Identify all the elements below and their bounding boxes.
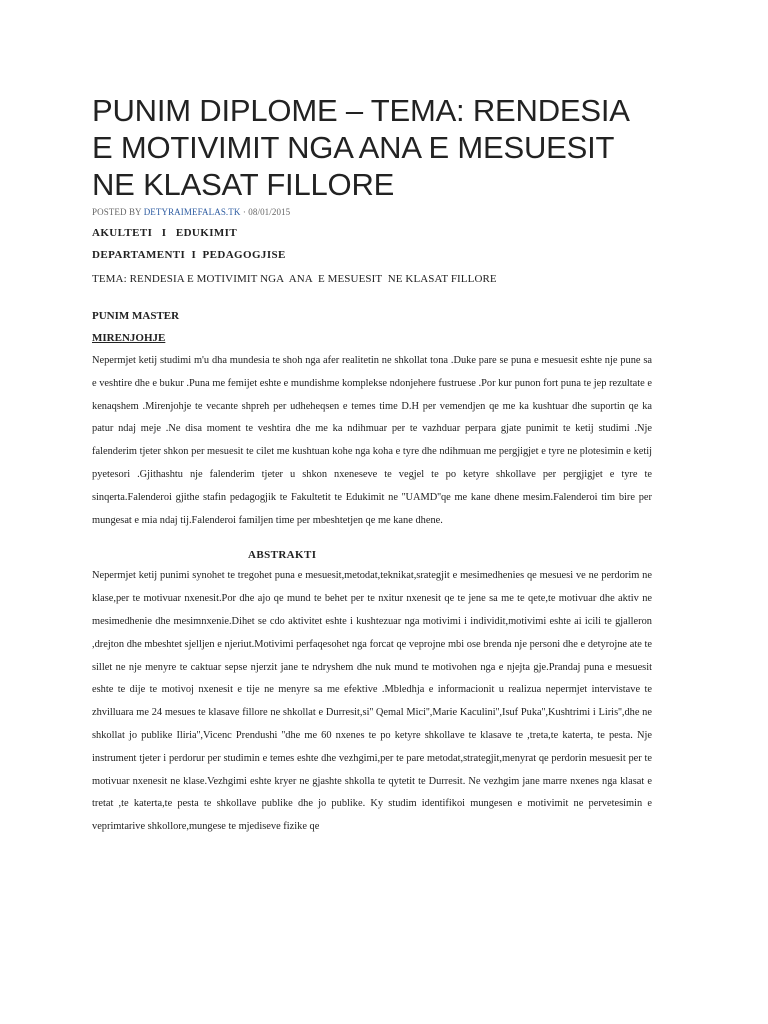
abstract-heading: ABSTRAKTI [248, 549, 317, 562]
abstract-paragraph: Nepermjet ketij punimi synohet te tregohet puna e mesuesit,metodat,teknikat,srategjit e mesimedhenies qe mesuesi ve ne perdorim ne klase,per te motivuar nxenesit.Por dhe ajo qe mund te behet per te nxitur nxenesit qe te jene sa me te qete,te motivuar dhe aktiv ne mesimedhenie dhe mesimnxenie.Dihet se cdo aktivitet eshte i kushtezuar nga motivimi i individit,motivimi eshte ai icili te gjalleron ,drejton dhe mbeshtet sjelljen e njeriut.Motivimi perfaqesohet nga forcat qe veprojne mbi ose brenda nje personi dhe e detyrojne ate te sillet ne nje menyre te caktuar sepse njerzit jane te ndryshem dhe nuk mund te motivohen nga e njejta gje.Prandaj puna e mesuesit eshte te dije te motivoj nxenesit e tije ne menyre sa me efektive .Mbledhja e informacionit u realizua nepermjet intervistave te zhvilluara me 24 mesues te klasave fillore ne shkollat e Durresit,si'' Qemal Mici'',Marie Kaculini'',Isuf Puka'',Kushtrimi i Liris'',dhe ne shkollat jo publike Iliria'',Vicenc Prendushi ''dhe me 60 nxenes te po ketyre shkollave te klasave te ,treta,te katerta, te pesta. Nje instrument tjeter i perdorur per studimin e temes eshte dhe vezhgimi,per te pare metodat,strategjit,menyrat qe perdorin mesuesit per te motivuar nxenesit ne klase.Vezhgimi eshte kryer ne gjashte shkolla te qytetit te Durresit. Ne vezhgim jane marre nxenes nga klasat e tretat ,te katerta,te pesta te shkollave publike dhe jo publike. Ky studim identifikoi mungesen e motivimit ne pervetesimin e veprimtarive shkollore,mungese te mjediseve fizike qe [92, 570, 652, 833]
acknowledgment-heading: MIRENJOHJE [92, 332, 166, 344]
punim-master-heading: PUNIM MASTER [92, 310, 180, 322]
author-link[interactable]: DETYRAIMEFALAS.TK [143, 207, 241, 217]
acknowledgment-paragraph: Nepermjet ketij studimi m'u dha mundesia te shoh nga afer realitetin ne shkollat tona .Duke pare se puna e mesuesit eshte nje pune sa e veshtire dhe e bukur .Puna me femijet eshte e mundishme komplekse ndonjehere fustruese .Por kur punon fort puna te jep rezultate e kenaqshem .Mirenjohje te vecante shpreh per udheheqsen e temes time D.H per vemendjen qe me ka kushtuar dhe suportin qe ka patur ndaj meje .Ne disa moment te veshtira dhe me ka ndihmuar per te vazhduar perpara gjate punimit te ketij studimi .Nje falenderim tjeter shkon per mesuesit te cilet me kushtuan kohe nga koha e tyre dhe ndihmuan me pergjigjet e tyre ne plotesimin e ketij pyetesori .Gjithashtu nje falenderim tjeter u shkon nxeneseve te vegjel te po ketyre shkollave per pergjigjet e tyre te sinqerta.Falenderoi gjithe stafin pedagogjik te Fakultetit te Edukimit ne ''UAMD''qe me kane dhene mesim.Falenderoi tim bire per mungesat e mia ndaj tij.Falenderoi familjen time per mbeshtetjen qe me kane dhene. [92, 355, 652, 526]
article-content [92, 92, 652, 839]
department-heading: DEPARTAMENTI I PEDAGOGJISE [92, 249, 286, 261]
topic-line: TEMA: RENDESIA E MOTIVIMIT NGA ANA E MESUESIT NE KLASAT FILLORE [92, 273, 497, 285]
article-title: PUNIM DIPLOME – TEMA: RENDESIA E MOTIVIMIT NGA ANA E MESUESIT NE KLASAT FILLORE [92, 93, 629, 202]
meta-separator: · [240, 207, 249, 217]
post-meta [92, 207, 652, 217]
faculty-heading: AKULTETI I EDUKIMIT [92, 227, 238, 239]
posted-by-label: POSTED BY [92, 207, 142, 217]
post-date: 08/01/2015 [248, 207, 291, 217]
